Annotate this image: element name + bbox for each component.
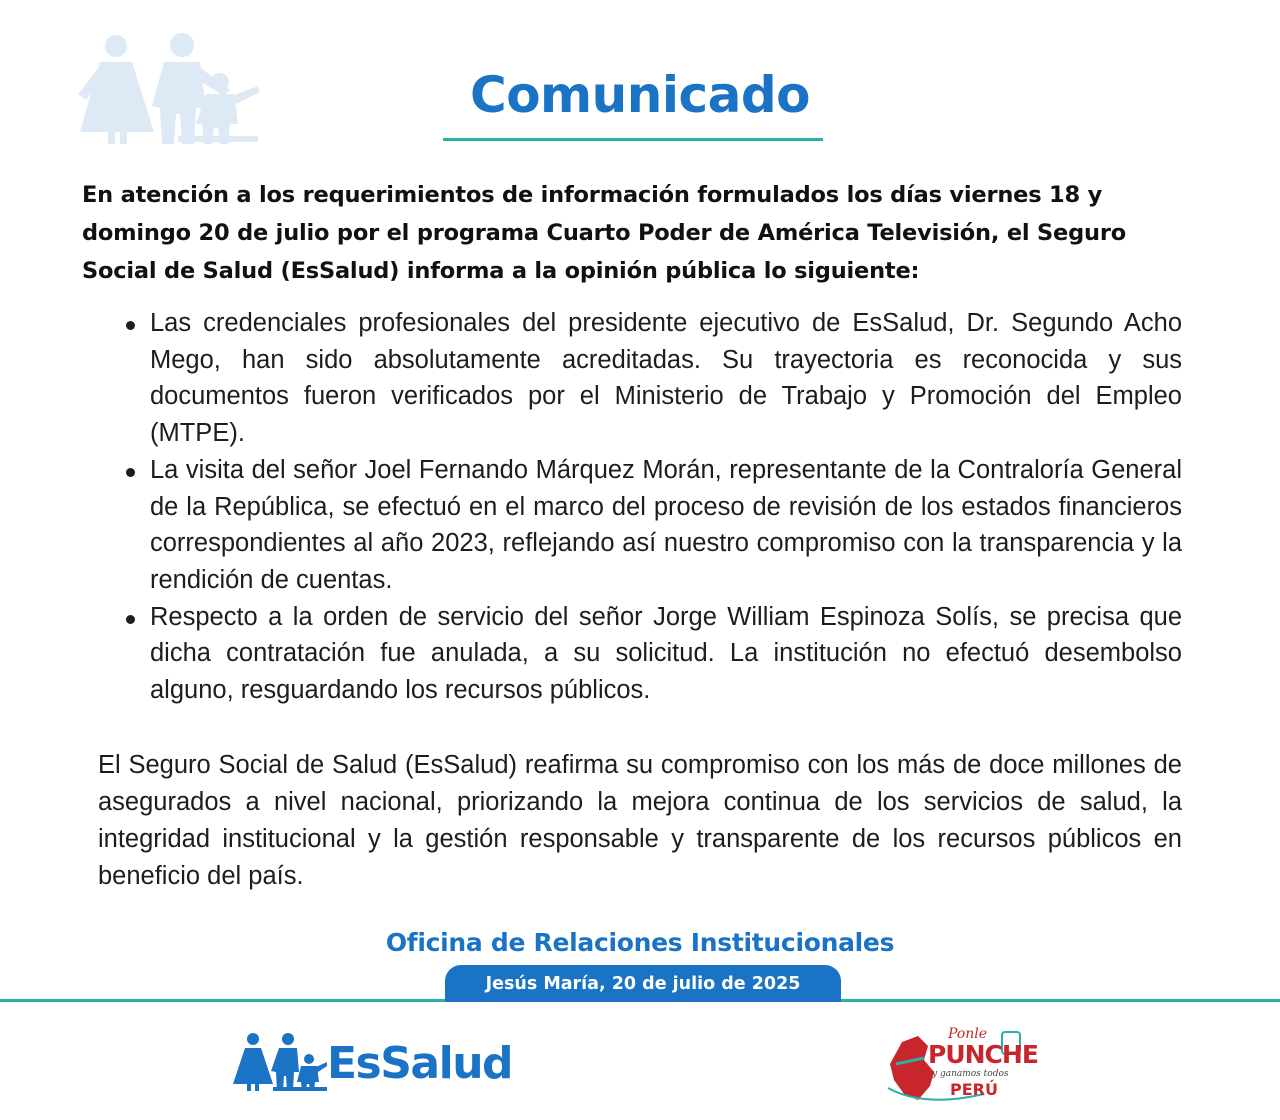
campaign-logo [884,1024,1038,1106]
bullet-icon [126,615,135,624]
closing-paragraph: El Seguro Social de Salud (EsSalud) reafirma su compromiso con los más de doce millones de asegurados a nivel nacional, priorizando la mejora continua de los servicios de salud, la integridad institucional y la gestión responsable y transparente de los recursos públicos en beneficio del país. [98,751,1182,890]
list-item-text: Las credenciales profesionales del presidente ejecutivo de EsSalud, Dr. Segundo Acho Mego, han sido absolutamente acreditadas. Su trayectoria es reconocida y sus documentos fueron verificados por el Ministerio de Trabajo y Promoción del Empleo (MTPE). [150,309,1182,448]
office-name: Oficina de Relaciones Institucionales [385,928,895,957]
date-badge [445,965,841,1002]
essalud-logo [233,1030,513,1092]
essalud-family-icon [233,1032,327,1092]
essalud-wordmark: EsSalud [327,1038,513,1089]
list-item [124,305,1182,452]
list-item [124,452,1182,599]
title-divider [443,138,823,141]
statement-list [124,305,1182,709]
campaign-line-4: PERÚ [950,1080,998,1099]
list-item-text: La visita del señor Joel Fernando Márquez Morán, representante de la Contraloría General de la República, se efectuó en el marco del proceso de revisión de los estados financieros correspondientes al año 2023, reflejando así nuestro compromiso con la transparencia y la rendición de cuentas. [150,455,1182,594]
campaign-line-3: y ganamos todos [932,1069,1009,1079]
bullet-icon [126,468,135,477]
date-text: Jesús María, 20 de julio de 2025 [485,973,801,994]
campaign-line-2: PUNCHE [928,1040,1038,1069]
list-item-text: Respecto a la orden de servicio del señor Jorge William Espinoza Solís, se precisa que dicha contratación fue anulada, a su solicitud. La institución no efectuó desembolso alguno, resguardando los recursos públicos. [150,602,1182,705]
list-item [124,599,1182,709]
campaign-line-1: Ponle [948,1026,988,1042]
bullet-icon [126,321,135,330]
intro-paragraph: En atención a los requerimientos de información formulados los días viernes 18 y domingo 20 de julio por el programa Cuarto Poder de América Televisión, el Seguro Social de Salud (EsSalud) informa a la opinión pública lo siguiente: [82,182,1126,284]
page-title: Comunicado [470,66,810,124]
